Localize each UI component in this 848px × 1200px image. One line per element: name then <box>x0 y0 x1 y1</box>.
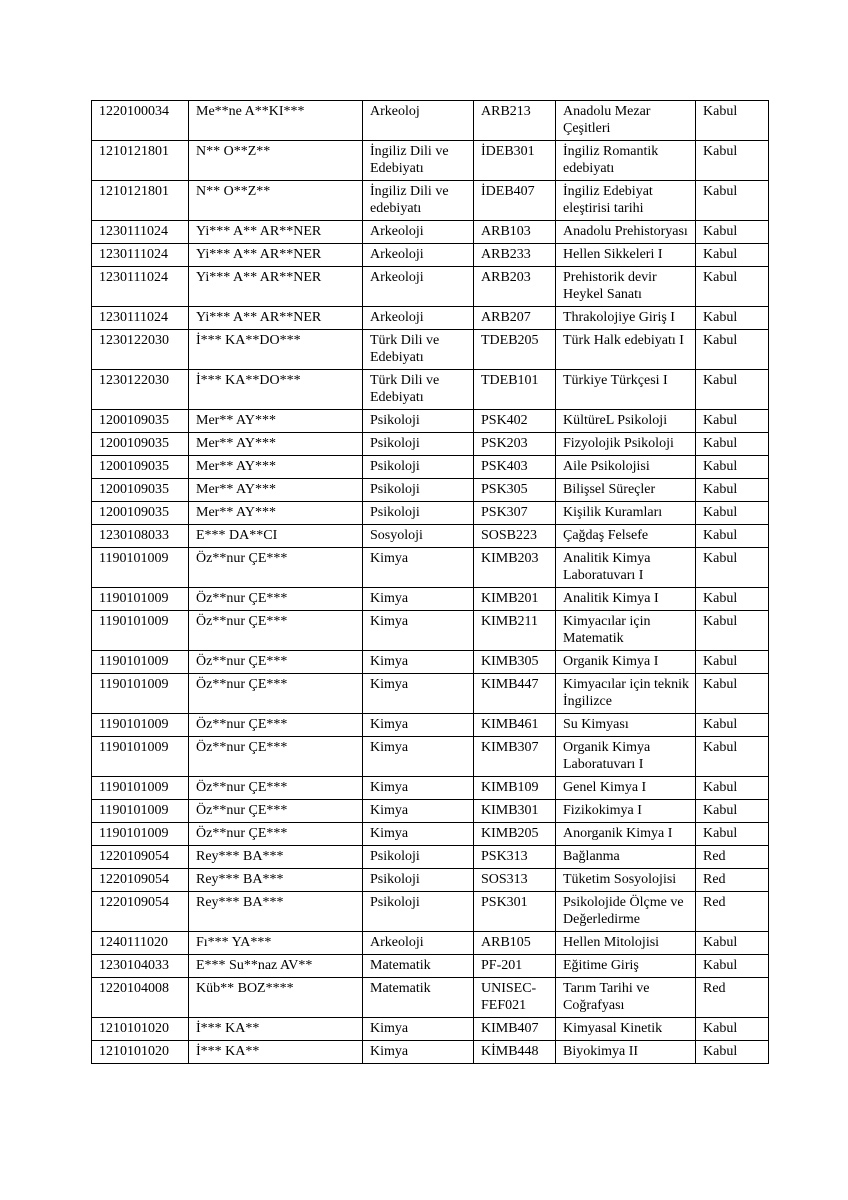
student-name-cell: Öz**nur ÇE*** <box>189 588 363 611</box>
student-id-cell: 1190101009 <box>92 823 189 846</box>
student-id-cell: 1230111024 <box>92 307 189 330</box>
student-id-cell: 1190101009 <box>92 674 189 714</box>
course-name-cell: Analitik Kimya Laboratuvarı I <box>556 548 696 588</box>
course-code-cell: PSK305 <box>474 479 556 502</box>
student-id-cell: 1210101020 <box>92 1041 189 1064</box>
student-id-cell: 1220109054 <box>92 869 189 892</box>
table-row <box>92 978 769 1018</box>
department-cell: Matematik <box>363 955 474 978</box>
course-code-cell: KİMB448 <box>474 1041 556 1064</box>
result-cell: Kabul <box>696 1018 769 1041</box>
student-name-cell: Öz**nur ÇE*** <box>189 611 363 651</box>
result-cell: Kabul <box>696 714 769 737</box>
table-row <box>92 330 769 370</box>
result-cell: Kabul <box>696 588 769 611</box>
result-cell: Kabul <box>696 800 769 823</box>
course-name-cell: Hellen Sikkeleri I <box>556 244 696 267</box>
student-id-cell: 1200109035 <box>92 410 189 433</box>
student-id-cell: 1190101009 <box>92 611 189 651</box>
course-name-cell: İngiliz Edebiyat eleştirisi tarihi <box>556 181 696 221</box>
result-cell: Kabul <box>696 370 769 410</box>
department-cell: Psikoloji <box>363 456 474 479</box>
course-name-cell: Bilişsel Süreçler <box>556 479 696 502</box>
department-cell: Arkeoloji <box>363 244 474 267</box>
course-code-cell: KIMB205 <box>474 823 556 846</box>
table-row <box>92 674 769 714</box>
student-id-cell: 1200109035 <box>92 433 189 456</box>
course-name-cell: Anorganik Kimya I <box>556 823 696 846</box>
result-cell: Kabul <box>696 651 769 674</box>
table-row <box>92 955 769 978</box>
department-cell: Türk Dili ve Edebiyatı <box>363 330 474 370</box>
course-name-cell: Biyokimya II <box>556 1041 696 1064</box>
table-row <box>92 588 769 611</box>
student-id-cell: 1210121801 <box>92 181 189 221</box>
department-cell: Kimya <box>363 1018 474 1041</box>
result-cell: Kabul <box>696 777 769 800</box>
course-name-cell: Analitik Kimya I <box>556 588 696 611</box>
student-name-cell: Öz**nur ÇE*** <box>189 777 363 800</box>
result-cell: Kabul <box>696 221 769 244</box>
student-id-cell: 1230111024 <box>92 244 189 267</box>
table-row <box>92 1018 769 1041</box>
table-row <box>92 846 769 869</box>
table-body <box>92 101 769 1064</box>
result-cell: Kabul <box>696 307 769 330</box>
department-cell: Psikoloji <box>363 869 474 892</box>
department-cell: Kimya <box>363 823 474 846</box>
course-code-cell: ARB103 <box>474 221 556 244</box>
table-row <box>92 267 769 307</box>
student-name-cell: Fı*** YA*** <box>189 932 363 955</box>
student-name-cell: Mer** AY*** <box>189 502 363 525</box>
student-name-cell: Yi*** A** AR**NER <box>189 221 363 244</box>
course-code-cell: PSK203 <box>474 433 556 456</box>
table-row <box>92 548 769 588</box>
student-name-cell: E*** Su**naz AV** <box>189 955 363 978</box>
course-code-cell: KIMB305 <box>474 651 556 674</box>
result-cell: Kabul <box>696 101 769 141</box>
student-name-cell: N** O**Z** <box>189 181 363 221</box>
student-id-cell: 1220100034 <box>92 101 189 141</box>
table-row <box>92 370 769 410</box>
table-row <box>92 869 769 892</box>
result-cell: Kabul <box>696 141 769 181</box>
student-id-cell: 1230104033 <box>92 955 189 978</box>
department-cell: Kimya <box>363 777 474 800</box>
table-row <box>92 456 769 479</box>
course-name-cell: Hellen Mitolojisi <box>556 932 696 955</box>
course-code-cell: KIMB301 <box>474 800 556 823</box>
student-name-cell: Öz**nur ÇE*** <box>189 714 363 737</box>
department-cell: Arkeoloj <box>363 101 474 141</box>
course-name-cell: Su Kimyası <box>556 714 696 737</box>
department-cell: Psikoloji <box>363 892 474 932</box>
student-id-cell: 1190101009 <box>92 714 189 737</box>
department-cell: İngiliz Dili ve edebiyatı <box>363 181 474 221</box>
course-code-cell: KIMB407 <box>474 1018 556 1041</box>
result-cell: Red <box>696 869 769 892</box>
department-cell: Kimya <box>363 1041 474 1064</box>
course-code-cell: TDEB205 <box>474 330 556 370</box>
course-name-cell: Kişilik Kuramları <box>556 502 696 525</box>
student-name-cell: İ*** KA** <box>189 1041 363 1064</box>
student-id-cell: 1220109054 <box>92 846 189 869</box>
result-cell: Kabul <box>696 410 769 433</box>
result-cell: Red <box>696 846 769 869</box>
student-id-cell: 1240111020 <box>92 932 189 955</box>
result-cell: Kabul <box>696 479 769 502</box>
result-cell: Red <box>696 978 769 1018</box>
table-row <box>92 823 769 846</box>
table-row <box>92 221 769 244</box>
table-row <box>92 502 769 525</box>
student-name-cell: Öz**nur ÇE*** <box>189 737 363 777</box>
course-name-cell: Eğitime Giriş <box>556 955 696 978</box>
student-id-cell: 1230122030 <box>92 370 189 410</box>
course-name-cell: KültüreL Psikoloji <box>556 410 696 433</box>
table-row <box>92 737 769 777</box>
course-code-cell: KIMB211 <box>474 611 556 651</box>
course-name-cell: Fizikokimya I <box>556 800 696 823</box>
course-name-cell: Kimyacılar için teknik İngilizce <box>556 674 696 714</box>
student-id-cell: 1200109035 <box>92 456 189 479</box>
student-id-cell: 1190101009 <box>92 800 189 823</box>
student-id-cell: 1230122030 <box>92 330 189 370</box>
student-id-cell: 1190101009 <box>92 651 189 674</box>
student-id-cell: 1190101009 <box>92 588 189 611</box>
course-name-cell: Tüketim Sosyolojisi <box>556 869 696 892</box>
course-code-cell: ARB105 <box>474 932 556 955</box>
table-row <box>92 101 769 141</box>
result-cell: Kabul <box>696 181 769 221</box>
department-cell: Kimya <box>363 548 474 588</box>
student-name-cell: Yi*** A** AR**NER <box>189 244 363 267</box>
result-cell: Kabul <box>696 611 769 651</box>
course-name-cell: Çağdaş Felsefe <box>556 525 696 548</box>
table-row <box>92 181 769 221</box>
course-name-cell: Kimyacılar için Matematik <box>556 611 696 651</box>
course-code-cell: ARB213 <box>474 101 556 141</box>
course-code-cell: TDEB101 <box>474 370 556 410</box>
department-cell: Kimya <box>363 800 474 823</box>
student-name-cell: Öz**nur ÇE*** <box>189 651 363 674</box>
course-code-cell: ARB207 <box>474 307 556 330</box>
student-name-cell: İ*** KA**DO*** <box>189 370 363 410</box>
result-cell: Kabul <box>696 955 769 978</box>
course-name-cell: Türk Halk edebiyatı I <box>556 330 696 370</box>
student-name-cell: Rey*** BA*** <box>189 892 363 932</box>
course-name-cell: Genel Kimya I <box>556 777 696 800</box>
department-cell: İngiliz Dili ve Edebiyatı <box>363 141 474 181</box>
table-row <box>92 892 769 932</box>
department-cell: Türk Dili ve Edebiyatı <box>363 370 474 410</box>
course-code-cell: ARB233 <box>474 244 556 267</box>
result-cell: Kabul <box>696 548 769 588</box>
course-code-cell: KIMB447 <box>474 674 556 714</box>
results-table <box>91 100 769 1064</box>
result-cell: Kabul <box>696 525 769 548</box>
student-id-cell: 1230108033 <box>92 525 189 548</box>
course-code-cell: PF-201 <box>474 955 556 978</box>
table-row <box>92 410 769 433</box>
student-name-cell: Me**ne A**KI*** <box>189 101 363 141</box>
course-code-cell: UNISEC-FEF021 <box>474 978 556 1018</box>
table-row <box>92 800 769 823</box>
result-cell: Kabul <box>696 456 769 479</box>
result-cell: Red <box>696 892 769 932</box>
student-name-cell: Küb** BOZ**** <box>189 978 363 1018</box>
table-row <box>92 141 769 181</box>
department-cell: Kimya <box>363 611 474 651</box>
course-name-cell: Prehistorik devir Heykel Sanatı <box>556 267 696 307</box>
student-name-cell: Mer** AY*** <box>189 456 363 479</box>
course-name-cell: Anadolu Mezar Çeşitleri <box>556 101 696 141</box>
result-cell: Kabul <box>696 823 769 846</box>
course-code-cell: ARB203 <box>474 267 556 307</box>
department-cell: Arkeoloji <box>363 307 474 330</box>
student-name-cell: Mer** AY*** <box>189 479 363 502</box>
student-id-cell: 1200109035 <box>92 502 189 525</box>
course-name-cell: Organik Kimya Laboratuvarı I <box>556 737 696 777</box>
course-name-cell: Psikolojide Ölçme ve Değerledirme <box>556 892 696 932</box>
student-name-cell: Öz**nur ÇE*** <box>189 674 363 714</box>
result-cell: Kabul <box>696 674 769 714</box>
department-cell: Psikoloji <box>363 410 474 433</box>
department-cell: Arkeoloji <box>363 221 474 244</box>
table-row <box>92 777 769 800</box>
student-id-cell: 1210121801 <box>92 141 189 181</box>
course-name-cell: Aile Psikolojisi <box>556 456 696 479</box>
course-code-cell: KIMB307 <box>474 737 556 777</box>
department-cell: Psikoloji <box>363 502 474 525</box>
student-id-cell: 1220109054 <box>92 892 189 932</box>
table-row <box>92 1041 769 1064</box>
result-cell: Kabul <box>696 330 769 370</box>
course-code-cell: KIMB109 <box>474 777 556 800</box>
department-cell: Arkeoloji <box>363 267 474 307</box>
student-name-cell: Rey*** BA*** <box>189 846 363 869</box>
course-name-cell: Anadolu Prehistoryası <box>556 221 696 244</box>
table-row <box>92 714 769 737</box>
course-code-cell: KIMB203 <box>474 548 556 588</box>
result-cell: Kabul <box>696 1041 769 1064</box>
course-code-cell: KIMB201 <box>474 588 556 611</box>
student-name-cell: E*** DA**CI <box>189 525 363 548</box>
course-name-cell: Kimyasal Kinetik <box>556 1018 696 1041</box>
student-name-cell: İ*** KA** <box>189 1018 363 1041</box>
student-name-cell: Mer** AY*** <box>189 433 363 456</box>
table-row <box>92 525 769 548</box>
student-name-cell: Yi*** A** AR**NER <box>189 267 363 307</box>
course-name-cell: Organik Kimya I <box>556 651 696 674</box>
department-cell: Arkeoloji <box>363 932 474 955</box>
course-code-cell: İDEB301 <box>474 141 556 181</box>
student-id-cell: 1190101009 <box>92 548 189 588</box>
result-cell: Kabul <box>696 932 769 955</box>
course-code-cell: PSK402 <box>474 410 556 433</box>
course-name-cell: Fizyolojik Psikoloji <box>556 433 696 456</box>
course-code-cell: PSK307 <box>474 502 556 525</box>
student-id-cell: 1220104008 <box>92 978 189 1018</box>
table-row <box>92 479 769 502</box>
result-cell: Kabul <box>696 737 769 777</box>
course-code-cell: SOSB223 <box>474 525 556 548</box>
student-name-cell: Yi*** A** AR**NER <box>189 307 363 330</box>
table-row <box>92 651 769 674</box>
result-cell: Kabul <box>696 244 769 267</box>
student-name-cell: Mer** AY*** <box>189 410 363 433</box>
result-cell: Kabul <box>696 433 769 456</box>
student-id-cell: 1200109035 <box>92 479 189 502</box>
department-cell: Psikoloji <box>363 433 474 456</box>
student-name-cell: N** O**Z** <box>189 141 363 181</box>
course-code-cell: İDEB407 <box>474 181 556 221</box>
course-code-cell: SOS313 <box>474 869 556 892</box>
department-cell: Kimya <box>363 588 474 611</box>
student-id-cell: 1190101009 <box>92 737 189 777</box>
result-cell: Kabul <box>696 502 769 525</box>
table-row <box>92 611 769 651</box>
student-name-cell: Öz**nur ÇE*** <box>189 800 363 823</box>
department-cell: Kimya <box>363 651 474 674</box>
result-cell: Kabul <box>696 267 769 307</box>
department-cell: Psikoloji <box>363 479 474 502</box>
department-cell: Matematik <box>363 978 474 1018</box>
course-name-cell: Bağlanma <box>556 846 696 869</box>
department-cell: Kimya <box>363 674 474 714</box>
course-name-cell: Tarım Tarihi ve Coğrafyası <box>556 978 696 1018</box>
student-id-cell: 1210101020 <box>92 1018 189 1041</box>
course-code-cell: PSK403 <box>474 456 556 479</box>
department-cell: Psikoloji <box>363 846 474 869</box>
student-name-cell: Öz**nur ÇE*** <box>189 823 363 846</box>
student-id-cell: 1190101009 <box>92 777 189 800</box>
department-cell: Kimya <box>363 737 474 777</box>
student-name-cell: İ*** KA**DO*** <box>189 330 363 370</box>
course-code-cell: KIMB461 <box>474 714 556 737</box>
table-row <box>92 433 769 456</box>
student-id-cell: 1230111024 <box>92 221 189 244</box>
student-id-cell: 1230111024 <box>92 267 189 307</box>
course-name-cell: İngiliz Romantik edebiyatı <box>556 141 696 181</box>
course-code-cell: PSK313 <box>474 846 556 869</box>
department-cell: Sosyoloji <box>363 525 474 548</box>
table-row <box>92 307 769 330</box>
course-name-cell: Türkiye Türkçesi I <box>556 370 696 410</box>
table-row <box>92 932 769 955</box>
course-name-cell: Thrakolojiye Giriş I <box>556 307 696 330</box>
course-code-cell: PSK301 <box>474 892 556 932</box>
student-name-cell: Öz**nur ÇE*** <box>189 548 363 588</box>
table-row <box>92 244 769 267</box>
department-cell: Kimya <box>363 714 474 737</box>
student-name-cell: Rey*** BA*** <box>189 869 363 892</box>
